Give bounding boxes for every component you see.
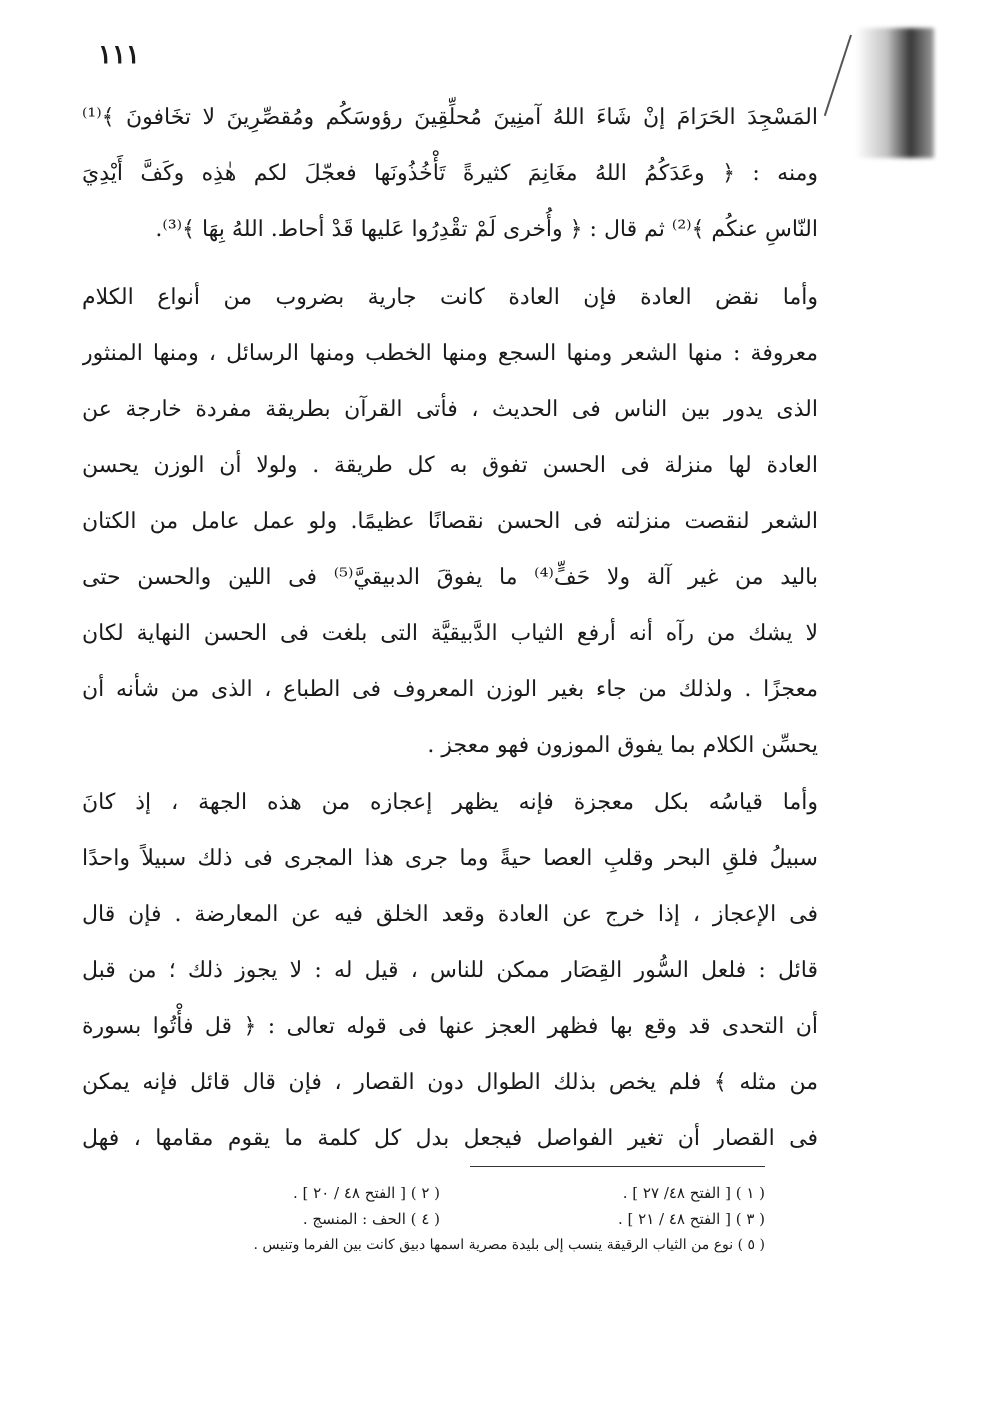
text-line: فى القصار أن تغير الفواصل فيجعل بدل كل كلمة ما يقوم مقامها ، فهل (82, 1126, 818, 1151)
footnote-separator (470, 1166, 765, 1167)
text-line: لا يشك من رآه أنه أرفع الثياب الدَّبيقيَّة التى بلغت فى الحسن النهاية لكان (82, 621, 818, 646)
text-line: الذى يدور بين الناس فى الحديث ، فأتى القرآن بطريقة مفردة خارجة عن (82, 397, 818, 422)
text-line: معجزًا . ولذلك من جاء بغير الوزن المعروف فى الطباع ، الذى من شأنه أن (82, 677, 818, 702)
footnote-3: ( ٣ ) [ الفتح ٤٨ / ٢١ ] . (618, 1210, 765, 1228)
text-line: ومنه : ﴿ وعَدَكُمُ اللهُ مغَانِمَ كثيرةً تَأْخُذُونَها فعجّلَ لكم هٰذِه وكَفَّ أَيْدِيَ (82, 161, 818, 186)
footnote-row (100, 1180, 765, 1206)
text-line: من مثله ﴾ فلم يخص بذلك الطوال دون القصار ، فإن قال قائل فإنه يمكن (82, 1070, 818, 1095)
scan-edge-line (824, 35, 852, 116)
text-line: المَسْجِدَ الحَرَامَ إنْ شَاءَ اللهُ آمنِينَ مُحلِّقِينَ رؤوسَكُم ومُقصِّرِينَ لا تخَافونَ ﴾⁽¹⁾ (82, 105, 818, 130)
footnote-row (100, 1232, 765, 1258)
page-number: ١١١ (98, 40, 140, 70)
text-line: معروفة : منها الشعر ومنها السجع ومنها الخطب ومنها الرسائل ، ومنها المنثور (82, 341, 818, 366)
text-line: يحسِّن الكلام بما يفوق الموزون فهو معجز . (427, 733, 818, 758)
text-line: النّاسِ عنكُم ﴾⁽²⁾ ثم قال : ﴿ وأُخرى لَمْ تقْدِرُوا عَليها قَدْ أحاط. اللهُ بِهَا ﴾⁽³⁾. (155, 217, 818, 242)
text-line: سبيلُ فلقِ البحر وقلبِ العصا حيةً وما جرى هذا المجرى فى ذلك سبيلاً واحدًا (82, 846, 818, 871)
text-line: وأما نقض العادة فإن العادة كانت جارية بضروب من أنواع الكلام (82, 285, 818, 310)
footnotes (100, 1180, 765, 1258)
text-line: باليد من غير آلة ولا حَفٍّ⁽⁴⁾ ما يفوقَ الدبيقيَّ⁽⁵⁾ فى اللين والحسن حتى (82, 565, 818, 590)
text-line: الشعر لنقصت منزلته فى الحسن نقصانًا عظيمًا. ولو عمل عامل من الكتان (82, 509, 818, 534)
paragraph-analogy-miracle (82, 775, 818, 1167)
text-line: وأما قياسُه بكل معجزة فإنه يظهر إعجازه من هذه الجهة ، إذ كانَ (82, 790, 818, 815)
text-line: أن التحدى قد وقع بها فظهر العجز عنها فى قوله تعالى : ﴿ قل فأْتُوا بسورة (82, 1014, 818, 1039)
footnote-row (100, 1206, 765, 1232)
paragraph-breaking-custom (82, 270, 818, 774)
text-line: قائل : فلعل السُّور القِصَار ممكن للناس ، قيل له : لا يجوز ذلك ؛ من قبل (82, 958, 818, 983)
footnote-4: ( ٤ ) الحف : المنسج . (302, 1210, 440, 1228)
footnote-2: ( ٢ ) [ الفتح ٤٨ / ٢٠ ] . (293, 1184, 440, 1202)
text-line: العادة لها منزلة فى الحسن تفوق به كل طريقة . ولولا أن الوزن يحسن (82, 453, 818, 478)
footnote-5: ( ٥ ) نوع من الثياب الرقيقة ينسب إلى بليدة مصرية اسمها دبيق كانت بين الفرما وتنيس . (253, 1237, 765, 1253)
paragraph-quran-continuation (82, 90, 818, 258)
scan-edge-shadow (856, 28, 934, 158)
text-line: فى الإعجاز ، إذا خرج عن العادة وقعد الخلق فيه عن المعارضة . فإن قال (82, 902, 818, 927)
footnote-1: ( ١ ) [ الفتح ٤٨/ ٢٧ ] . (622, 1184, 765, 1202)
